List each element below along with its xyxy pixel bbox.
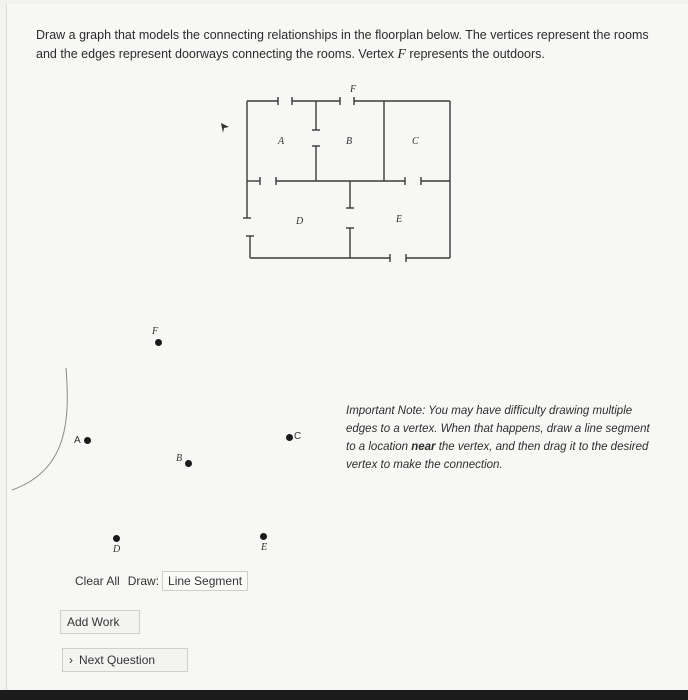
question-vertex-f: F [397,47,406,62]
floorplan-walls [230,86,470,276]
note-text-part: the vertex, and then drag it to the desired vertex to make the connection. [346,441,649,471]
add-work-label: Add Work [67,615,120,629]
vertex-label-b: B [176,453,183,464]
vertex-b[interactable] [185,460,192,467]
note-text-part: Important Note: You may have difficulty drawing multiple edges to a vertex. When that happens, draw a line segment to a location [346,405,650,453]
graph-stray-curve [10,360,70,560]
vertex-label-a: A [74,435,81,446]
floorplan-diagram [230,86,470,276]
bottom-bar [0,690,688,700]
add-work-button[interactable] [60,610,140,634]
room-label-f: F [350,84,357,95]
question-text-part: Draw a graph that models the connecting relationships in the floorplan below. The vertices represent the rooms and the edges represent doorways connecting the rooms. Vertex [36,28,649,61]
next-question-button[interactable] [62,648,188,672]
vertex-a[interactable] [84,437,91,444]
vertex-d[interactable] [113,535,120,542]
vertex-label-d: D [113,544,121,555]
room-label-a: A [278,136,285,147]
room-label-b: B [346,136,353,147]
graph-canvas[interactable] [10,300,340,565]
note-emphasis: near [411,441,436,453]
important-note [346,402,651,474]
room-label-e: E [396,214,403,225]
vertex-f[interactable] [155,339,162,346]
room-label-d: D [296,216,304,227]
draw-tool-select[interactable]: Line Segment [162,571,248,591]
vertex-c[interactable] [286,434,293,441]
graph-toolbar [70,570,248,592]
vertex-label-e: E [261,542,268,553]
vertex-e[interactable] [260,533,267,540]
chevron-right-icon: › [69,653,73,667]
clear-all-button[interactable]: Clear All [75,574,120,588]
vertex-label-f: F [152,326,159,337]
next-question-label: Next Question [79,653,156,667]
cursor-arrow-icon [221,123,231,133]
draw-label: Draw: [127,574,160,588]
question-text [36,26,666,64]
vertex-label-c: C [294,431,302,442]
question-text-part: represents the outdoors. [405,47,545,61]
room-label-c: C [412,136,419,147]
